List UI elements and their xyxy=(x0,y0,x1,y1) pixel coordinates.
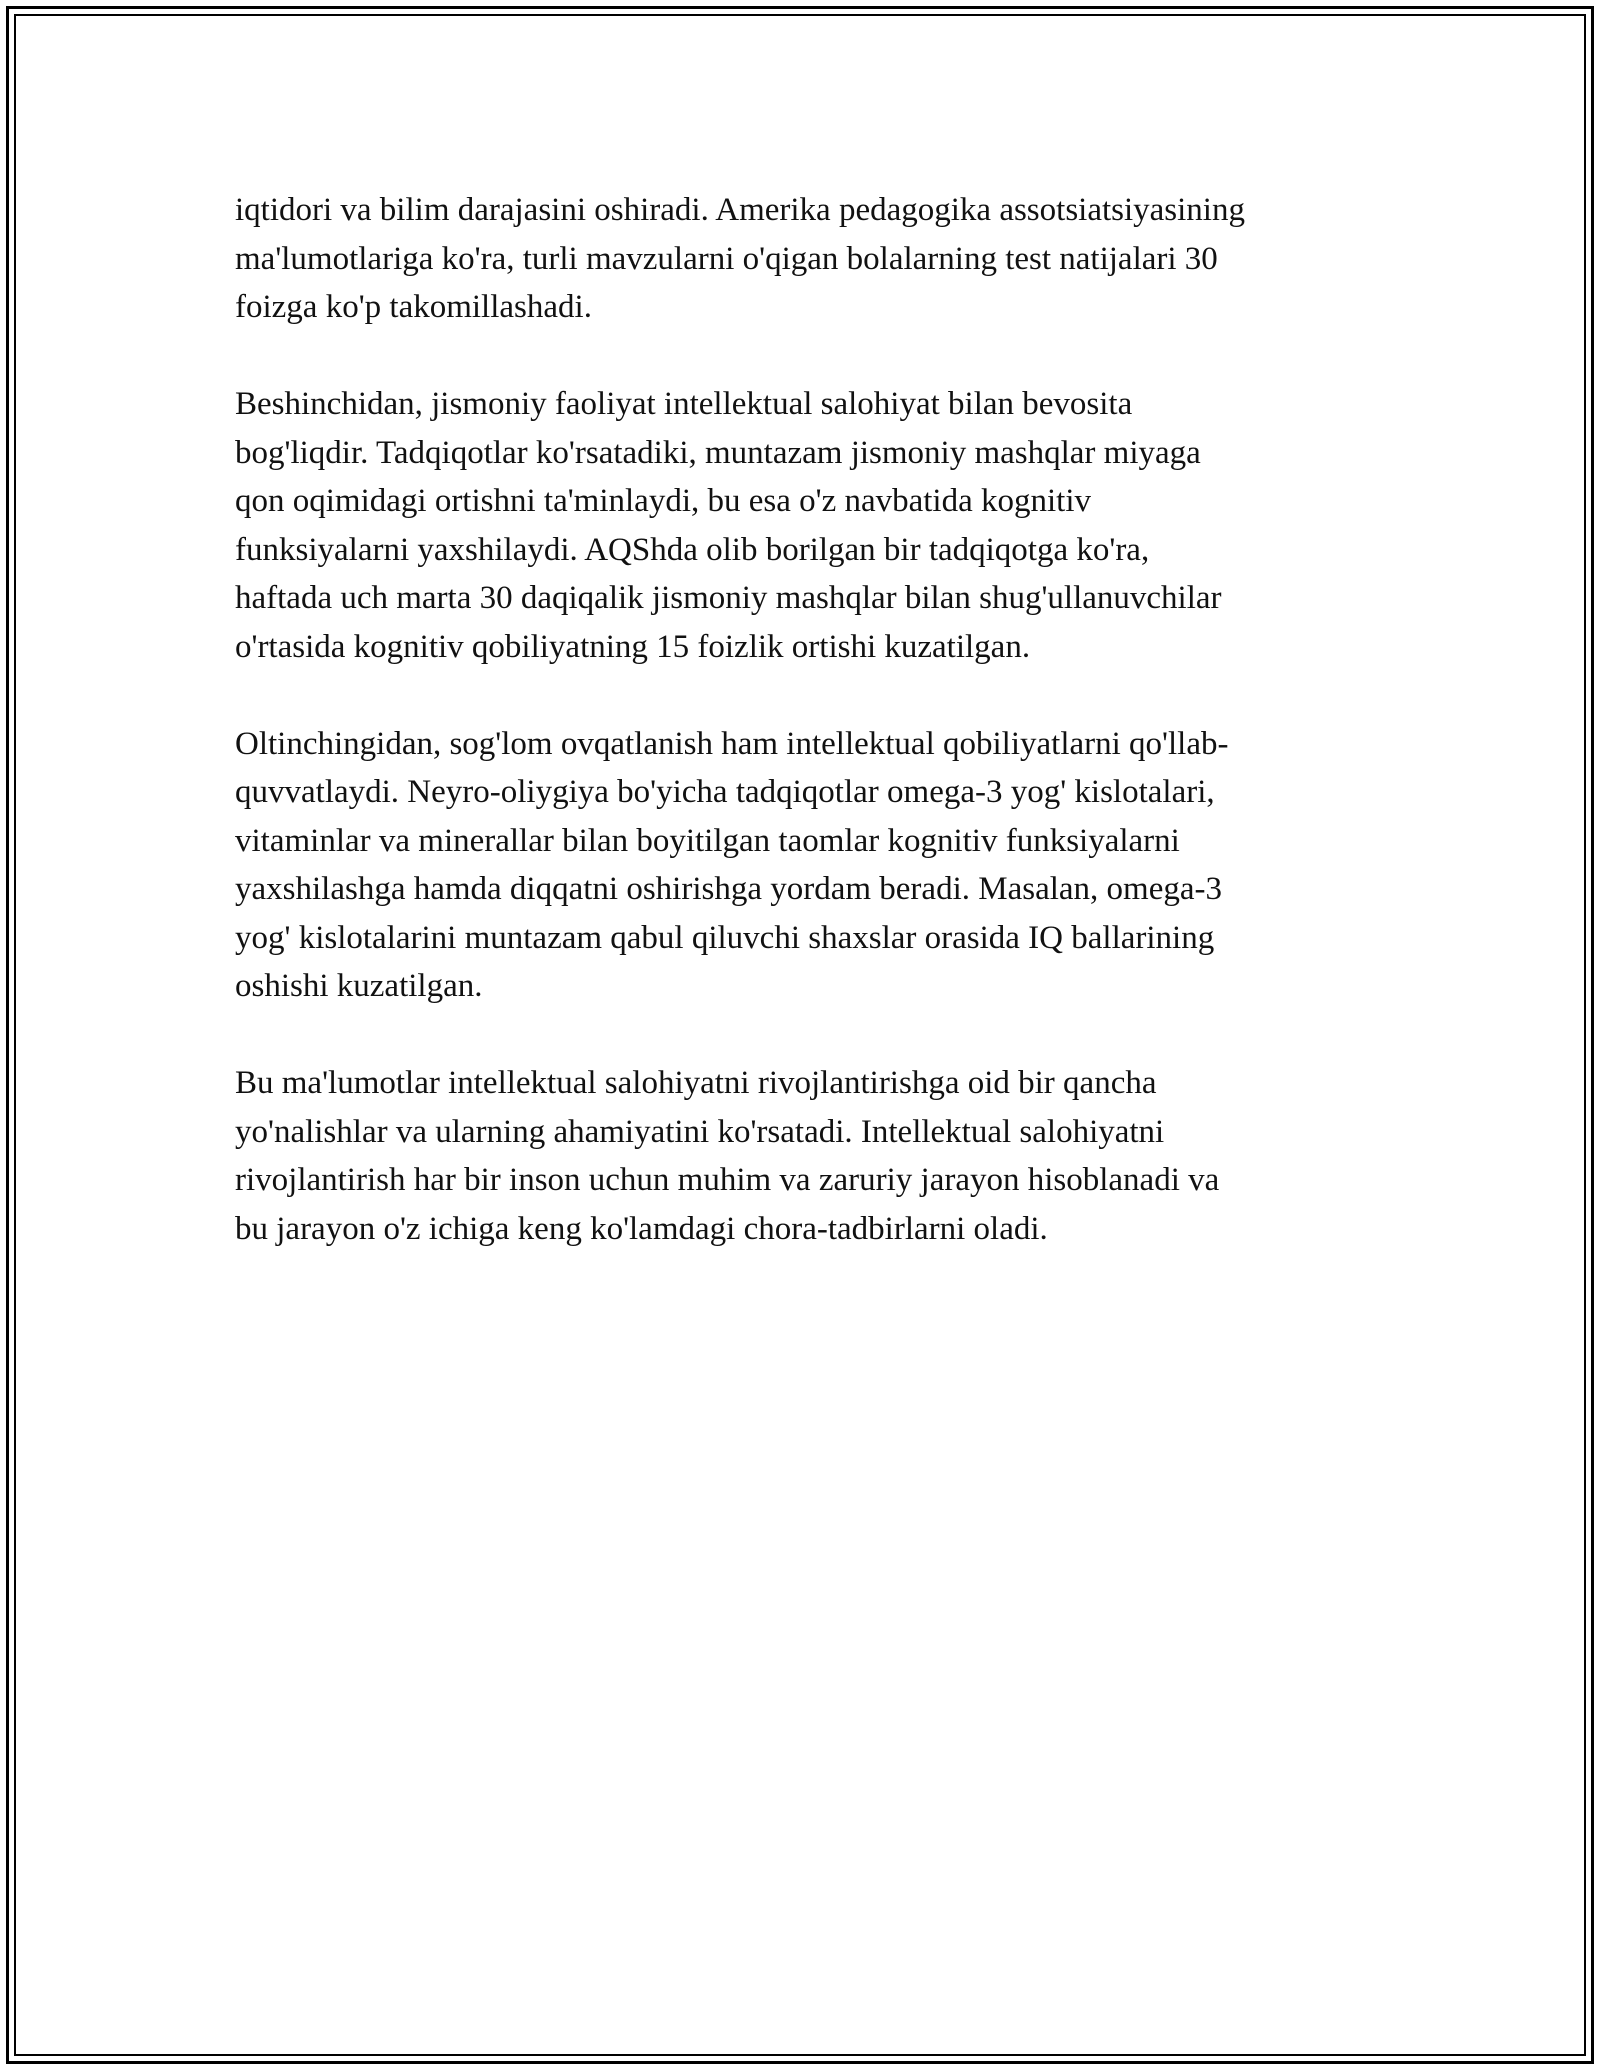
document-body xyxy=(235,186,1365,1302)
paragraph-physical-activity: Beshinchidan, jismoniy faoliyat intellektual salohiyat bilan bevosita bog'liqdir. Tadqiqotlar ko'rsatadiki, muntazam jismoniy mashqlar miyaga qon oqimidagi ortishni ta'minlaydi, bu esa o'z navbatida kognitiv funksiyalarni yaxshilaydi. AQShda olib borilgan bir tadqiqotga ko'ra, haftada uch marta 30 daqiqalik jismoniy mashqlar bilan shug'ullanuvchilar o'rtasida kognitiv qobiliyatning 15 foizlik ortishi kuzatilgan. xyxy=(235,386,1222,665)
paragraph-conclusion: Bu ma'lumotlar intellektual salohiyatni rivojlantirishga oid bir qancha yo'nalishlar va ularning ahamiyatini ko'rsatadi. Intellektual salohiyatni rivojlantirish har bir inson uchun muhim va zaruriy jarayon hisoblanadi va bu jarayon o'z ichiga keng ko'lamdagi chora-tadbirlarni oladi. xyxy=(235,1065,1220,1247)
paragraph-intro-continuation: iqtidori va bilim darajasini oshiradi. Amerika pedagogika assotsiatsiyasining ma'lumotlariga ko'ra, turli mavzularni o'qigan bolalarning test natijalari 30 foizga ko'p takomillashadi. xyxy=(235,192,1245,325)
paragraph-healthy-nutrition: Oltinchingidan, sog'lom ovqatlanish ham intellektual qobiliyatlarni qo'llab- quvvatlaydi. Neyro-oliygiya bo'yicha tadqiqotlar omega-3 yog' kislotalari, vitaminlar va minerallar bilan boyitilgan taomlar kognitiv funksiyalarni yaxshilashga hamda diqqatni oshirishga yordam beradi. Masalan, omega-3 yog' kislotalarini muntazam qabul qiluvchi shaxslar orasida IQ ballarining oshishi kuzatilgan. xyxy=(235,725,1229,1004)
